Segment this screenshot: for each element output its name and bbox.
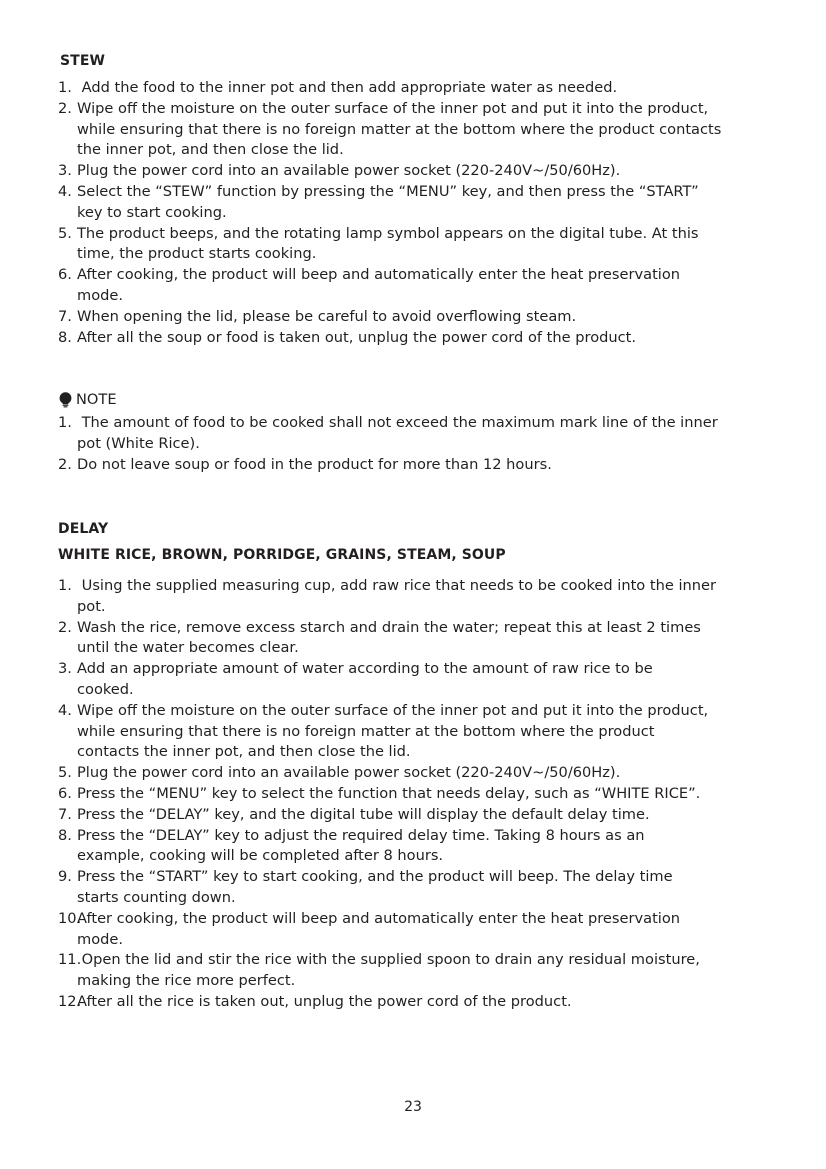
list-item xyxy=(58,265,788,307)
step-text-line: Using the supplied measuring cup, add raw rice that needs to be cooked into the inner xyxy=(77,577,716,594)
step-text-line: The product beeps, and the rotating lamp symbol appears on the digital tube. At this xyxy=(77,224,699,242)
delay-heading: DELAY xyxy=(58,521,109,537)
step-text-line: Select the “STEW” function by pressing the “MENU” key, and then press the “START” xyxy=(77,182,699,200)
step-number: 1. xyxy=(58,577,72,594)
step-number: 3. xyxy=(58,162,72,180)
step-number: 1. xyxy=(58,79,72,96)
step-text-line: pot (White Rice). xyxy=(77,434,200,452)
step-number: 9. xyxy=(58,868,72,886)
step-text-line: starts counting down. xyxy=(77,888,236,906)
step-text-line: Press the “DELAY” key to adjust the required delay time. Taking 8 hours as an xyxy=(77,826,645,844)
step-number: 8. xyxy=(58,826,72,844)
note-heading xyxy=(58,390,117,410)
list-item xyxy=(58,455,788,476)
step-text: Press the “DELAY” key, and the digital tube will display the default delay time. xyxy=(77,805,650,823)
delay-steps-list xyxy=(58,576,788,1013)
stew-heading: STEW xyxy=(60,53,106,69)
stew-steps-list xyxy=(58,78,788,348)
note-title: NOTE xyxy=(76,391,117,408)
step-text-line: After cooking, the product will beep and automatically enter the heat preservation xyxy=(77,266,681,284)
step-number: 3. xyxy=(58,660,72,678)
step-text: Plug the power cord into an available power socket (220-240V~/50/60Hz). xyxy=(77,764,621,782)
step-text: Press the “MENU” key to select the function that needs delay, such as “WHITE RICE”. xyxy=(77,784,701,802)
step-text-line: Wipe off the moisture on the outer surface of the inner pot and put it into the product, xyxy=(77,701,709,719)
step-text-line: cooked. xyxy=(77,680,134,698)
step-number: 8. xyxy=(58,328,72,346)
list-item xyxy=(58,224,788,266)
step-number: 6. xyxy=(58,266,72,284)
delay-subtitle: WHITE RICE, BROWN, PORRIDGE, GRAINS, STEAM, SOUP xyxy=(58,547,506,563)
step-text-line: After cooking, the product will beep and automatically enter the heat preservation xyxy=(77,909,681,927)
step-text-line: key to start cooking. xyxy=(77,203,227,221)
step-text-line: contacts the inner pot, and then close the lid. xyxy=(77,743,411,761)
step-text-line: pot. xyxy=(77,597,106,615)
step-number: 12. xyxy=(58,992,82,1010)
step-text: When opening the lid, please be careful to avoid overflowing steam. xyxy=(77,307,577,325)
list-item xyxy=(58,328,788,349)
list-item xyxy=(58,413,788,455)
step-text-line: Press the “START” key to start cooking, and the product will beep. The delay time xyxy=(77,868,673,886)
list-item xyxy=(58,161,788,182)
step-text-line: mode. xyxy=(77,930,124,948)
list-item xyxy=(58,618,788,660)
list-item xyxy=(58,950,788,992)
list-item xyxy=(58,826,788,868)
step-text-line: The amount of food to be cooked shall not exceed the maximum mark line of the inner xyxy=(77,414,718,431)
step-text-line: while ensuring that there is no foreign matter at the bottom where the product contacts xyxy=(77,120,722,138)
list-item xyxy=(58,576,788,618)
step-number: 4. xyxy=(58,182,72,200)
step-text-line: Wash the rice, remove excess starch and drain the water; repeat this at least 2 times xyxy=(77,618,701,636)
step-text-line: until the water becomes clear. xyxy=(77,639,299,657)
step-text: Plug the power cord into an available power socket (220-240V~/50/60Hz). xyxy=(77,162,621,180)
list-item xyxy=(58,307,788,328)
step-number: 4. xyxy=(58,701,72,719)
list-item xyxy=(58,659,788,701)
list-item xyxy=(58,99,788,161)
list-item xyxy=(58,78,788,99)
step-number: 7. xyxy=(58,805,72,823)
step-text-line: the inner pot, and then close the lid. xyxy=(77,141,344,159)
step-number: 2. xyxy=(58,455,72,473)
step-text: Add the food to the inner pot and then add appropriate water as needed. xyxy=(77,79,618,96)
step-number: 2. xyxy=(58,618,72,636)
list-item xyxy=(58,182,788,224)
step-number: 5. xyxy=(58,224,72,242)
step-number: 2. xyxy=(58,99,72,117)
list-item xyxy=(58,763,788,784)
step-text-line: mode. xyxy=(77,286,124,304)
step-number: 10. xyxy=(58,909,82,927)
step-number: 5. xyxy=(58,764,72,782)
step-text-line: while ensuring that there is no foreign matter at the bottom where the product xyxy=(77,722,655,740)
list-item xyxy=(58,805,788,826)
lightbulb-icon xyxy=(58,392,73,408)
list-item xyxy=(58,784,788,805)
step-number: 7. xyxy=(58,307,72,325)
list-item xyxy=(58,701,788,763)
list-item xyxy=(58,992,788,1013)
step-text-line: Open the lid and stir the rice with the supplied spoon to drain any residual moisture, xyxy=(77,951,700,969)
step-number: 6. xyxy=(58,784,72,802)
step-number: 11. xyxy=(58,951,82,969)
step-text: Do not leave soup or food in the product for more than 12 hours. xyxy=(77,455,552,473)
step-number: 1. xyxy=(58,414,72,431)
list-item xyxy=(58,909,788,951)
step-text: After all the rice is taken out, unplug the power cord of the product. xyxy=(77,992,572,1010)
list-item xyxy=(58,867,788,909)
note-steps-list xyxy=(58,413,788,475)
step-text-line: Wipe off the moisture on the outer surface of the inner pot and put it into the product, xyxy=(77,99,709,117)
page-number: 23 xyxy=(404,1099,422,1115)
step-text-line: Add an appropriate amount of water according to the amount of raw rice to be xyxy=(77,660,653,678)
step-text-line: making the rice more perfect. xyxy=(77,972,296,990)
step-text: After all the soup or food is taken out, unplug the power cord of the product. xyxy=(77,328,637,346)
step-text-line: example, cooking will be completed after 8 hours. xyxy=(77,847,444,865)
step-text-line: time, the product starts cooking. xyxy=(77,245,317,263)
